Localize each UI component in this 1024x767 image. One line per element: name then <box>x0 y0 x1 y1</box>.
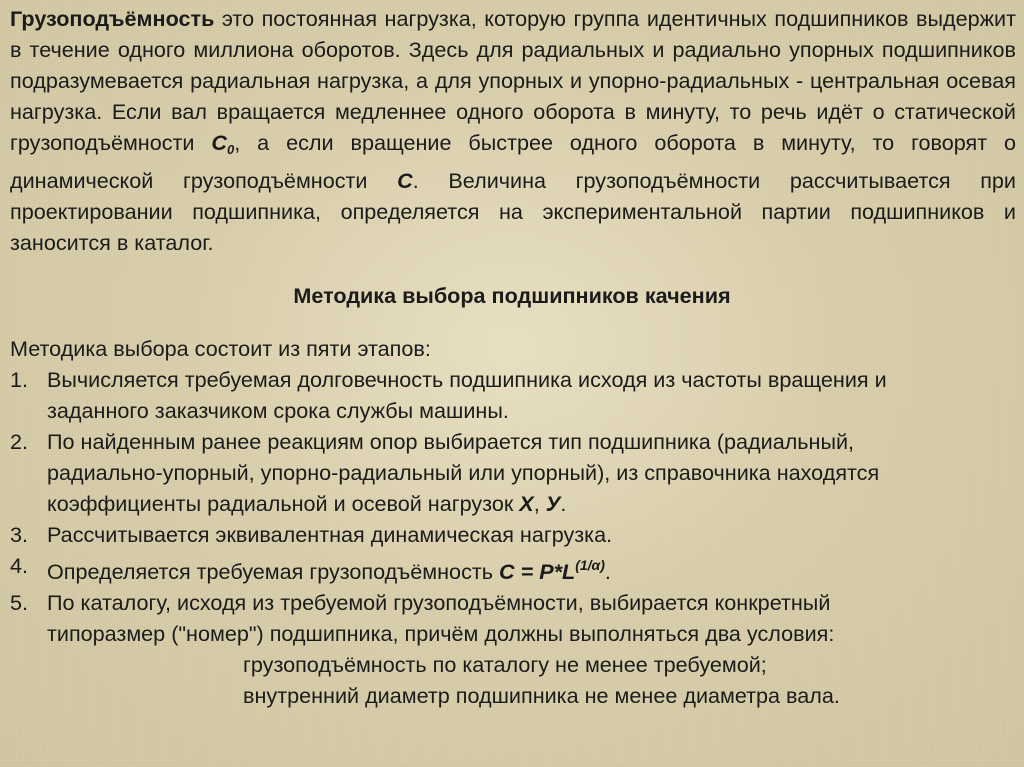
section-heading: Методика выбора подшипников качения <box>293 283 731 308</box>
step-2-line-1: По найденным ранее реакциям опор выбирается тип подшипника (радиальный, <box>47 429 855 454</box>
c0-symbol: $С_0$ <box>211 130 235 157</box>
step-5-line-2: типоразмер ("номер") подшипника, причём должны выполняться два условия: <box>47 621 835 646</box>
term: Грузоподъёмность <box>10 6 215 31</box>
intro-text: Методика выбора состоит из пяти этапов: <box>10 336 431 361</box>
step-1 <box>10 364 1016 426</box>
step-number: 1. <box>10 367 29 392</box>
definition-text-2: , а если вращение быстрее одного оборота в минуту, то говорят о динамической грузоподъёмности <box>10 130 1017 193</box>
step-3-text: Рассчитывается эквивалентная динамическая нагрузка. <box>47 522 613 547</box>
condition-2: внутренний диаметр подшипника не менее диаметра вала. <box>243 683 840 708</box>
step-number: 5. <box>10 590 29 615</box>
definition-text-3: . Величина грузоподъёмности рассчитывается при проектировании подшипника, определяется на экспериментальной партии подшипников и заносится в каталог. <box>10 168 1016 255</box>
step-4 <box>10 550 1016 587</box>
c-symbol: С <box>397 168 413 193</box>
step-1-line-2: заданного заказчиком срока службы машины. <box>47 398 509 423</box>
y-symbol: У <box>545 491 561 516</box>
formula: $С = Р*L^{(1/\alpha)}$ <box>499 557 605 584</box>
x-symbol: X <box>519 491 534 516</box>
condition-1: грузоподъёмность по каталогу не менее требуемой; <box>243 652 767 677</box>
steps-list <box>10 364 1016 711</box>
step-number: 3. <box>10 522 29 547</box>
step-5 <box>10 587 1016 649</box>
step-5-line-1: По каталогу, исходя из требуемой грузоподъёмности, выбирается конкретный <box>47 590 831 615</box>
step-2 <box>10 426 1016 519</box>
step-number: 4. <box>10 553 29 578</box>
step-4-text: Определяется требуемая грузоподъёмность $С = Р*L^{(1/\alpha)}$. <box>47 557 611 584</box>
step-number: 2. <box>10 429 29 454</box>
step-3 <box>10 519 1016 550</box>
step-1-line-1: Вычисляется требуемая долговечность подшипника исходя из частоты вращения и <box>47 367 887 392</box>
step-2-line-3: коэффициенты радиальной и осевой нагрузок X, У. <box>47 491 567 516</box>
definition-text-1: это постоянная нагрузка, которую группа идентичных подшипников выдержит в течение одного миллиона оборотов. Здесь для радиальных и радиально упорных подшипников подразумевается радиальная нагрузка, а для упорных и упорно-радиальных - центральная осевая нагрузка. Если вал вращается медленнее одного оборота в минуту, то речь идёт о статической грузоподъёмности <box>10 6 1016 155</box>
definition-paragraph <box>10 3 1016 258</box>
step-2-line-2: радиально-упорный, упорно-радиальный или упорный), из справочника находятся <box>47 460 880 485</box>
